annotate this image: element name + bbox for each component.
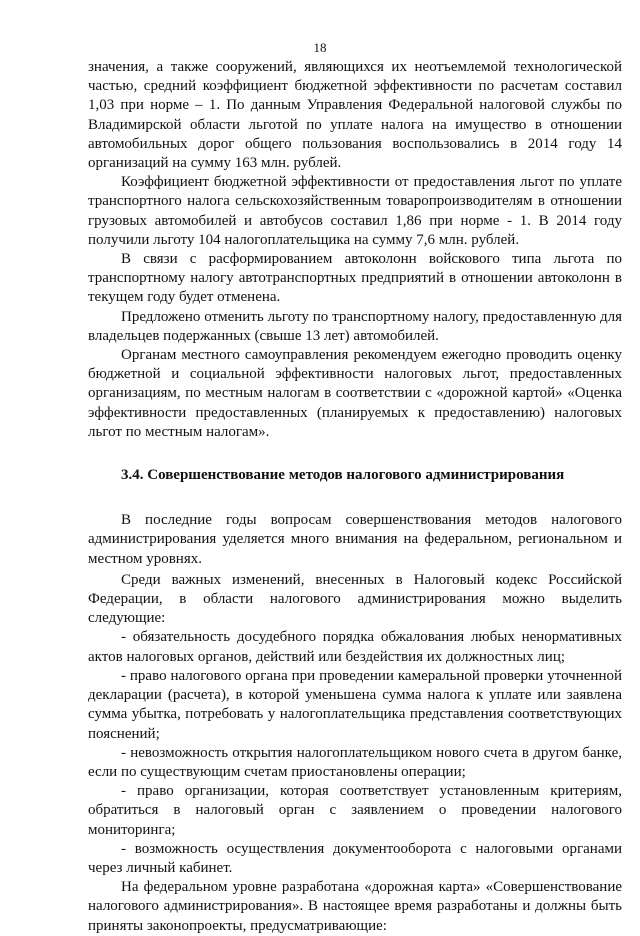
- list-item: - право организации, которая соответствует установленным критериям, обратиться в налоговый орган с заявлением о проведении налогового мониторинга;: [88, 783, 622, 838]
- paragraph-continuation: значения, а также сооружений, являющихся их неотъемлемой технологической частью, средний коэффициент бюджетной эффективности по расчетам составил 1,03 при норме – 1. По данным Управления Федеральной налоговой службы по Владимирской области льготой по уплате налога на имущество в отношении автомобильных дорог общего пользования воспользовались в 2014 году 14 организаций на сумму 163 млн. рублей.: [88, 59, 622, 172]
- paragraph: Среди важных изменений, внесенных в Налоговый кодекс Российской Федерации, в области налогового администрирования можно выделить следующие:: [88, 571, 622, 627]
- page-number: 18: [313, 40, 327, 55]
- paragraph: Предложено отменить льготу по транспортному налогу, предоставленную для владельцев подержанных (свыше 13 лет) автомобилей.: [88, 308, 622, 344]
- list-item: - право налогового органа при проведении камеральной проверки уточненной декларации (расчета), в которой уменьшена сумма налога к уплате или заявлена сумма убытка, потребовать у налогоплательщика представления соответствующих пояснений;: [88, 667, 622, 742]
- list-item: - невозможность открытия налогоплательщиком нового счета в другом банке, если по существующим счетам приостановлены операции;: [88, 744, 622, 780]
- document-body: [88, 58, 622, 936]
- list-item: - обязательность досудебного порядка обжалования любых ненормативных актов налоговых органов, действий или бездействия их должностных лиц;: [88, 629, 622, 665]
- list-item: - возможность осуществления документооборота с налоговыми органами через личный кабинет.: [88, 840, 622, 876]
- paragraph: В связи с расформированием автоколонн войскового типа льгота по транспортному налогу автотранспортных предприятий в отношении автоколонн в текущем году будет отменена.: [88, 251, 622, 306]
- paragraph: В последние годы вопросам совершенствования методов налогового администрирования уделяется много внимания на федеральном, региональном и местном уровнях.: [88, 512, 622, 567]
- paragraph: Коэффициент бюджетной эффективности от предоставления льгот по уплате транспортного налога сельскохозяйственным товаропроизводителям в отношении грузовых автомобилей и автобусов составил 1,86 при норме - 1. В 2014 году получили льготу 104 налогоплательщика на сумму 7,6 млн. рублей.: [88, 174, 622, 248]
- paragraph: На федеральном уровне разработана «дорожная карта» «Совершенствование налогового администрирования». В настоящее время разработаны и должны быть приняты законопроекты, предусматривающие:: [88, 879, 622, 934]
- paragraph: Органам местного самоуправления рекомендуем ежегодно проводить оценку бюджетной и социальной эффективности налоговых льгот, предоставленных организациям, по местным налогам в соответствии с «дорожной картой» «Оценка эффективности предоставленных (планируемых к предоставлению) налоговых льгот по местным налогам».: [88, 347, 622, 440]
- section-heading: 3.4. Совершенствование методов налогового администрирования: [121, 467, 565, 484]
